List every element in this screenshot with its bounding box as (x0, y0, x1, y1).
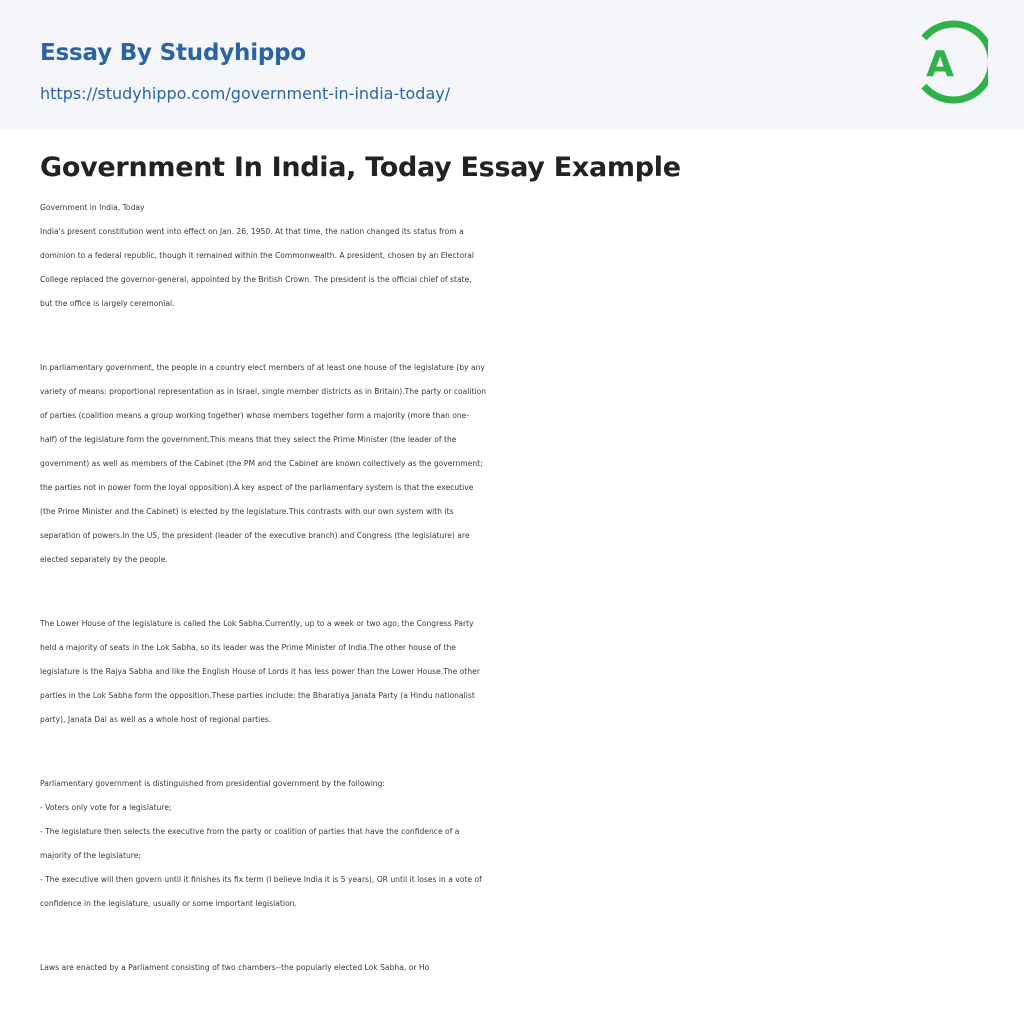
paragraph-line: In parliamentary government, the people in a country elect members of at least one house of the legislature (by any (40, 363, 485, 372)
page-title: Government In India, Today Essay Example (40, 152, 681, 183)
paragraph-line: Parliamentary government is distinguished from presidential government by the following: (40, 779, 385, 788)
paragraph-2 (40, 356, 990, 572)
list-item: confidence in the legislature, usually or some important legislation. (40, 899, 297, 908)
article (40, 140, 990, 980)
paragraph-line: government) as well as members of the Cabinet (the PM and the Cabinet are known collectively as the government; (40, 459, 483, 468)
logo-letter: A (926, 44, 954, 85)
paragraph-line: Laws are enacted by a Parliament consisting of two chambers--the popularly elected Lok Sabha, or Ho (40, 963, 430, 972)
paragraph-line: half) of the legislature form the government.This means that they select the Prime Minister (the leader of the (40, 435, 457, 444)
paragraph-line: India's present constitution went into effect on Jan. 26, 1950. At that time, the nation changed its status from a (40, 227, 464, 236)
paragraph-line: party), Janata Dal as well as a whole host of regional parties. (40, 715, 272, 724)
paragraph-line: legislature is the Rajya Sabha and like the English House of Lords it has less power than the Lower House.The other (40, 667, 480, 676)
paragraph-3 (40, 612, 990, 732)
article-body (40, 196, 990, 980)
paragraph-line: parties in the Lok Sabha form the opposition.These parties include: the Bharatiya Janata Party (a Hindu nationalist (40, 691, 475, 700)
list-item: - The executive will then govern until it finishes its fix term (I believe India it is 5 years), OR until it loses in a vote of (40, 875, 482, 884)
paragraph-line: of parties (coalition means a group working together) whose members together form a majority (more than one- (40, 411, 470, 420)
paragraph-line: but the office is largely ceremonial. (40, 299, 175, 308)
studyhippo-logo-icon[interactable] (912, 18, 988, 106)
paragraph-line: elected separately by the people. (40, 555, 168, 564)
paragraph-line: variety of means: proportional representation as in Israel, single member districts as in Britain).The party or coalition (40, 387, 487, 396)
paragraph-line: separation of powers.In the US, the president (leader of the executive branch) and Congress (the legislature) are (40, 531, 470, 540)
paragraph-line: The Lower House of the legislature is called the Lok Sabha.Currently, up to a week or two ago, the Congress Party (40, 619, 474, 628)
paragraph-1 (40, 220, 990, 316)
site-header (0, 0, 1024, 129)
paragraph-4 (40, 772, 990, 916)
list-item: - Voters only vote for a legislature; (40, 803, 172, 812)
paragraph-5 (40, 956, 990, 980)
paragraph-line: held a majority of seats in the Lok Sabha, so its leader was the Prime Minister of India.The other house of the (40, 643, 456, 652)
list-item: majority of the legislature; (40, 851, 141, 860)
source-url-link[interactable]: https://studyhippo.com/government-in-india-today/ (40, 84, 451, 103)
paragraph-line: dominion to a federal republic, though it remained within the Commonwealth. A president, chosen by an Electoral (40, 251, 474, 260)
site-name[interactable]: Essay By Studyhippo (40, 40, 307, 66)
paragraph-line: the parties not in power form the loyal opposition).A key aspect of the parliamentary system is that the executive (40, 483, 474, 492)
paragraph-line: College replaced the governor-general, appointed by the British Crown. The president is the official chief of state, (40, 275, 472, 284)
article-subtitle: Government in India, Today (40, 203, 145, 212)
list-item: - The legislature then selects the executive from the party or coalition of parties that have the confidence of a (40, 827, 460, 836)
paragraph-line: (the Prime Minister and the Cabinet) is elected by the legislature.This contrasts with our own system with its (40, 507, 454, 516)
